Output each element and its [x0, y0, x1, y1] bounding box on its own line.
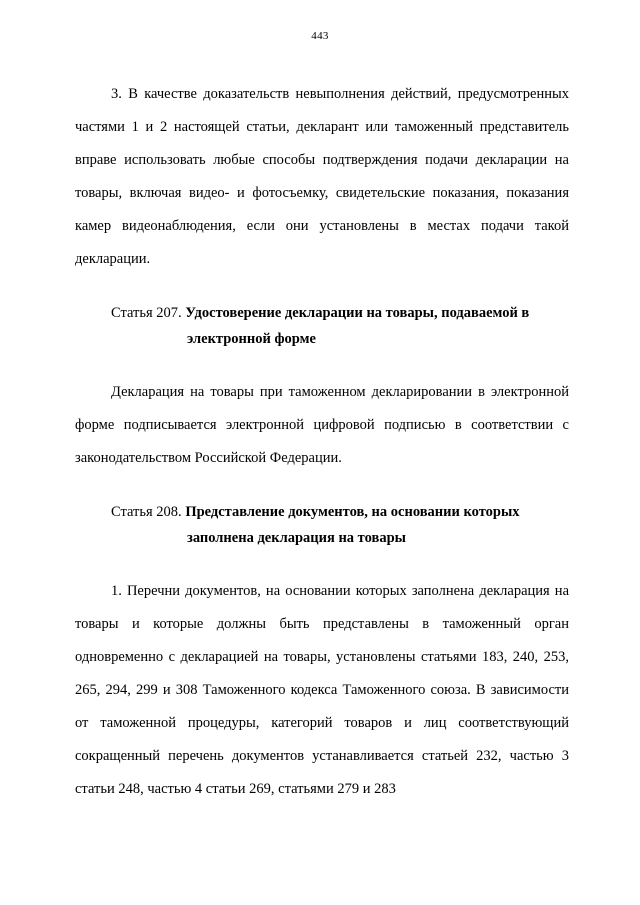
heading-article-207	[75, 300, 569, 326]
spacer	[75, 352, 569, 376]
heading-article-208-title-line2: заполнена декларация на товары	[187, 530, 406, 546]
heading-article-207-title-line1: Удостоверение декларации на товары, подаваемой в	[185, 305, 530, 321]
heading-article-207-number: Статья 207.	[111, 305, 182, 321]
page-content	[75, 78, 569, 806]
paragraph-article-207-body: Декларация на товары при таможенном декларировании в электронной форме подписывается электронной цифровой подписью в соответствии с законодательством Российской Федерации.	[75, 384, 569, 466]
heading-article-208	[75, 499, 569, 525]
spacer	[75, 276, 569, 300]
spacer	[75, 551, 569, 575]
paragraph-article-208-part-1: 1. Перечни документов, на основании которых заполнена декларация на товары и которые должны быть представлены в таможенный орган одновременно с декларацией на товары, установлены статьями 183, 240, 253, 265, 294, 299 и 308 Таможенного кодекса Таможенного союза. В зависимости от таможенной процедуры, категорий товаров и лиц соответствующий сокращенный перечень документов устанавливается статьей 232, частью 3 статьи 248, частью 4 статьи 269, статьями 279 и 283	[75, 583, 569, 797]
heading-article-208-title-line1: Представление документов, на основании которых	[185, 504, 520, 520]
paragraph-article-206-part-3: 3. В качестве доказательств невыполнения действий, предусмотренных частями 1 и 2 настоящей статьи, декларант или таможенный представитель вправе использовать любые способы подтверждения подачи декларации на товары, включая видео- и фотосъемку, свидетельские показания, показания камер видеонаблюдения, если они установлены в местах подачи такой декларации.	[75, 86, 569, 267]
heading-article-208-number: Статья 208.	[111, 504, 182, 520]
page-number: 443	[311, 30, 329, 42]
spacer	[75, 475, 569, 499]
heading-article-207-title-line2: электронной форме	[187, 331, 316, 347]
